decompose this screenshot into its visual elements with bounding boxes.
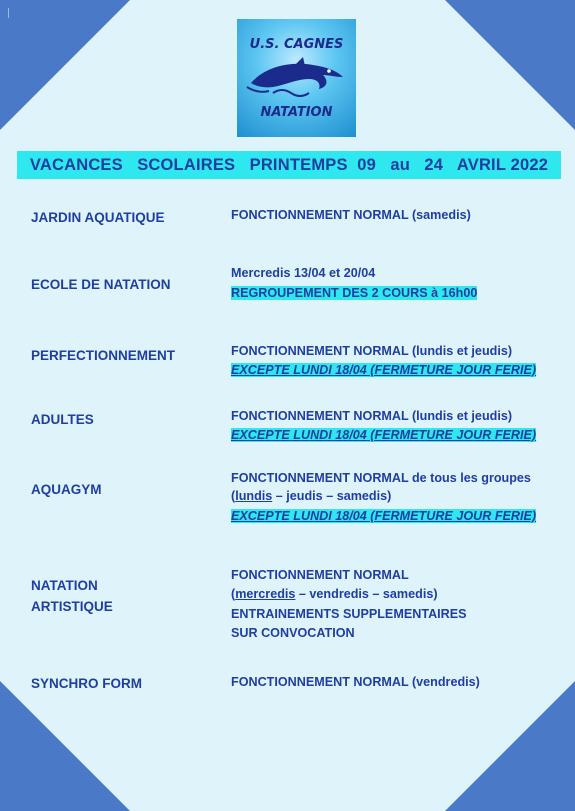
activity-label-adultes: ADULTES [31, 412, 94, 427]
schedule-line: Mercredis 13/04 et 20/04 [231, 266, 376, 280]
schedule-exception: EXCEPTE LUNDI 18/04 (FERMETURE JOUR FERIE) [231, 363, 537, 377]
corner-decoration-top-left [0, 0, 130, 130]
corner-decoration-top-right [445, 0, 575, 130]
page-title: VACANCES SCOLAIRES PRINTEMPS 09 au 24 AVRIL 2022 [17, 151, 561, 179]
activity-label-jardin-aquatique: JARDIN AQUATIQUE [31, 210, 165, 225]
schedule-line: FONCTIONNEMENT NORMAL (lundis et jeudis) [231, 409, 513, 423]
schedule-days: (lundis – jeudis – samedis) [231, 489, 392, 503]
corner-decoration-bottom-left [0, 681, 130, 811]
activity-label-synchro-form: SYNCHRO FORM [31, 676, 142, 691]
club-logo [237, 19, 356, 137]
activity-label-artistique: ARTISTIQUE [31, 599, 113, 614]
schedule-highlight: REGROUPEMENT DES 2 COURS à 16h00 [231, 286, 478, 300]
corner-decoration-bottom-right [445, 681, 575, 811]
page-mark [8, 8, 9, 18]
activity-label-aquagym: AQUAGYM [31, 482, 102, 497]
schedule-line: ENTRAINEMENTS SUPPLEMENTAIRES [231, 607, 467, 621]
schedule-line: FONCTIONNEMENT NORMAL [231, 568, 409, 582]
activity-label-natation: NATATION [31, 578, 98, 593]
schedule-line: FONCTIONNEMENT NORMAL (lundis et jeudis) [231, 344, 513, 358]
activity-label-perfectionnement: PERFECTIONNEMENT [31, 348, 176, 363]
schedule-line: FONCTIONNEMENT NORMAL (vendredis) [231, 675, 480, 689]
schedule-exception: EXCEPTE LUNDI 18/04 (FERMETURE JOUR FERIE) [231, 509, 537, 523]
schedule-line: SUR CONVOCATION [231, 626, 355, 640]
logo-bottom-text: NATATION [260, 105, 333, 120]
dolphin-icon [243, 57, 350, 99]
schedule-exception: EXCEPTE LUNDI 18/04 (FERMETURE JOUR FERIE) [231, 428, 537, 442]
logo-top-text: U.S. CAGNES [249, 37, 344, 52]
schedule-days: (mercredis – vendredis – samedis) [231, 587, 438, 601]
schedule-line: FONCTIONNEMENT NORMAL de tous les groupes [231, 471, 531, 485]
schedule-line: FONCTIONNEMENT NORMAL (samedis) [231, 208, 471, 222]
activity-label-ecole-de-natation: ECOLE DE NATATION [31, 277, 171, 292]
